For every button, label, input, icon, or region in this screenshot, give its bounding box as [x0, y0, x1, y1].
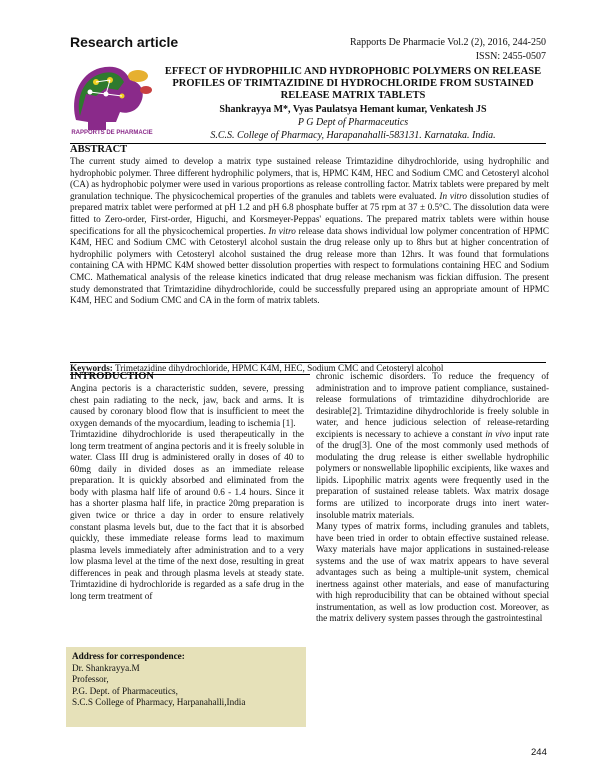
invivo-term: in vivo: [485, 428, 511, 439]
intro-paragraph-3a: chronic ischemic disorders. To reduce the frequency of administration and to improve patient compliance, sustained-release formulations of trimtazidine dihydrochloride are desirable[2]. Trimtazidine dihydrochloride is freely soluble in water, and hence judicious selection of release-retarding excipients is necessary to achieve a constant: [316, 371, 549, 439]
intro-paragraph-3b: input rate of the drug[3]. One of the most commonly used methods of modulating the drug release is either swellable hydrophilic polymers or nonswellable lipophilic excipients, like waxes and lipids. Lipophilic matrix agents were frequently used in the preparation of sustained release tablets. Wax matrix dosage forms are utilized to incorporate drugs into inert water-insoluble matrix materials.: [316, 428, 549, 520]
intro-paragraph-4: Many types of matrix forms, including granules and tablets, have been tried in order to obtain effective sustained release. Waxy materials have major applications in sustained-release systems and the use of wax matrix appears to have several advantages such as being a multiple-unit system, chemical inertness against other materials, and ease of manufacturing with high reproducibility that can be obtained without special instrumentation, as well as low production cost. Moreover, as the matrix delivery system passes through the gastrointestinal: [316, 521, 549, 624]
column-left: [70, 383, 304, 602]
journal-citation: Rapports De Pharmacie Vol.2 (2), 2016, 244-250: [350, 37, 546, 48]
abstract-heading: ABSTRACT: [70, 144, 128, 155]
abstract-text: [70, 156, 549, 307]
keywords-text: Trimetazidine dihydrochloride, HPMC K4M, HEC, Sodium CMC and Cetosteryl alcohol: [115, 363, 444, 373]
keywords-label: Keywords:: [70, 363, 113, 373]
correspondence-name: Dr. Shankrayya.M: [72, 662, 140, 673]
journal-info: [350, 36, 546, 64]
abstract-part-2: dissolution studies of prepared matrix tablet were performed at pH 1.2 and pH 6.8 phosphate buffer at 75 rpm at 37 ± 0.5°C. The dissolution data were fitted to Zero-order, First-order, Higuchi, and Korsmeyer-Peppas' equations. The prepared matrix tablets were within house specifications for all the physicochemical properties.: [70, 190, 550, 236]
divider: [70, 143, 546, 144]
introduction-heading: INTRODUCTION: [70, 371, 155, 382]
correspondence-title: Address for correspondence:: [72, 651, 185, 661]
divider: [70, 362, 546, 363]
abstract-part-3: release data shows individual low polymer concentration of HPMC K4M, HEC and Sodium CMC with Cetosteryl alcohol sustain the drug release only up to 8hrs but at higher concentration of hydrophilic polymers with Cetosteryl alcohol sustained the drug release more than 12hrs. It was found that formulations containing CA with HPMC K4M showed better dissolution properties with respect to formulations containing HEC and Sodium CMC. Mathematical analysis of the release kinetics indicated that drug release mechanism was fickian diffusion. The present study demonstrated that Trimtazidine dihydrochloride, could be successfully prepared using an appropriate amount of HPMC K4M, HEC and Sodium CMC and CA in the form of matrix tablets.: [70, 225, 550, 306]
page-number: 244: [531, 747, 547, 758]
column-right: [316, 371, 549, 625]
intro-paragraph-2: Trimtazidine dihydrochloride is used therapeutically in the long term treatment of angina pectoris and it is freely soluble in water. Class III drug is administered orally in doses of 40 to 60mg daily in divided doses as an immediate release preparation. It is quickly absorbed and eliminated from the body with plasma half life of around 0.6 - 1.4 hours. Since it has a shorter plasma half life, in practice 20mg preparation is given twice or thrice a day in order to ensure relatively constant plasma levels but, due to the fact that it is absorbed quickly, these immediate release forms lead to maximum plasma levels immediately after administration and to a very low plasma level at the time of the next dose, resulting in great differences in peak and through plasma levels at steady state. Trimtazidine di hydrochloride is regarded as a safe drug in the long term treatment of: [70, 429, 304, 601]
article-title: EFFECT OF HYDROPHILIC AND HYDROPHOBIC POLYMERS ON RELEASE PROFILES OF TRIMTAZIDINE DI HYDROCHLORIDE FROM SUSTAINED RELEASE MATRIX TABLETS: [164, 66, 542, 101]
abstract-invitro-1: In vitro: [439, 190, 467, 201]
authors: Shankrayya M*, Vyas Paulatsya Hemant kumar, Venkatesh JS: [219, 104, 487, 115]
correspondence-dept: P.G. Dept. of Pharmaceutics,: [72, 685, 178, 696]
article-type-label: Research article: [70, 34, 179, 50]
intro-paragraph-3: [316, 371, 549, 521]
department: P G Dept of Pharmaceutics: [297, 117, 409, 128]
college: S.C.S. College of Pharmacy, Harapanahalli-583131. Karnataka. India.: [210, 130, 496, 141]
issn: ISSN: 2455-0507: [475, 51, 546, 62]
logo-text: RAPPORTS DE PHARMACIE: [71, 130, 153, 136]
intro-paragraph-1: Angina pectoris is a characteristic sudden, severe, pressing chest pain radiating to the neck, jaw, back and arms. It is caused by coronary blood flow that is insufficient to meet the oxygen demands of the myocardium, leading to ischemia [1].: [70, 383, 304, 428]
abstract-part-1: The current study aimed to develop a matrix type sustained release Trimtazidine dihydrochloride, using hydrophilic and hydrophobic polymer. Three different hydrophilic polymers, that is, HPMC K4M, HEC and Sodium CMC and Cetosteryl alcohol (CA) as hydrophobic polymer were used in various proportions as release controlling factor. Matrix tablets were prepared by melt granulation technique. The physicochemical properties of the granules and tablets were evaluated.: [70, 156, 549, 201]
correspondence-box: [66, 647, 306, 727]
journal-logo: [66, 60, 158, 136]
correspondence-role: Professor,: [72, 674, 109, 684]
correspondence-college: S.C.S College of Pharmacy, Harpanahalli,India: [72, 697, 246, 707]
abstract-invitro-2: In vitro: [268, 225, 296, 236]
